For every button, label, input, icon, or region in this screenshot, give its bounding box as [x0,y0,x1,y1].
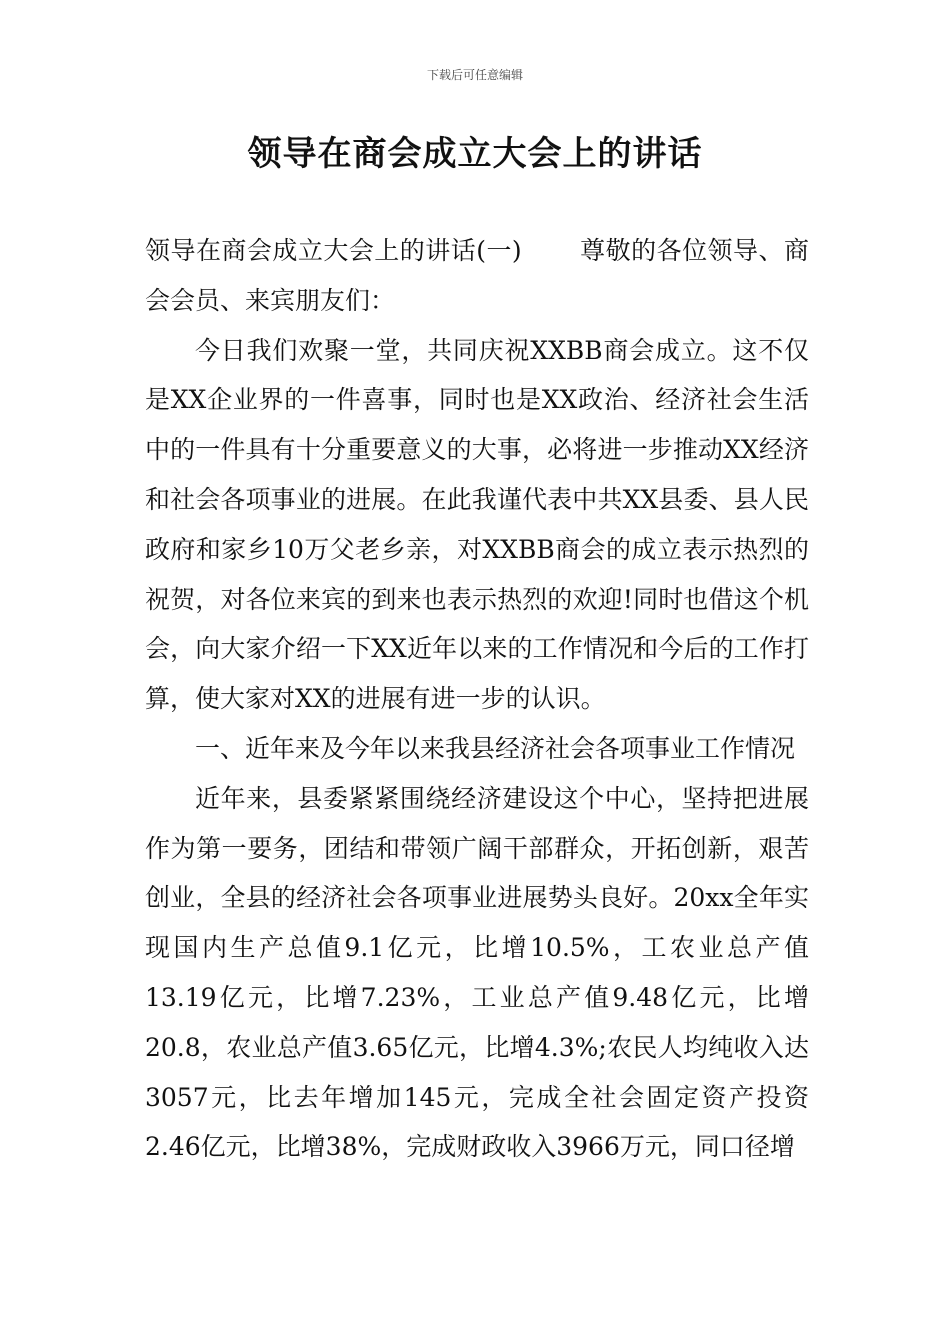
paragraph-salutation [145,226,809,326]
paragraph-opening: 今日我们欢聚一堂，共同庆祝XXBB商会成立。这不仅是XX企业界的一件喜事，同时也是XX政治、经济社会生活中的一件具有十分重要意义的大事，必将进一步推动XX经济和社会各项事业的进展。在此我谨代表中共XX县委、县人民政府和家乡10万父老乡亲，对XXBB商会的成立表示热烈的祝贺，对各位来宾的到来也表示热烈的欢迎!同时也借这个机会，向大家介绍一下XX近年以来的工作情况和今后的工作打算，使大家对XX的进展有进一步的认识。 [145,335,809,714]
document-title: 领导在商会成立大会上的讲话 [247,134,703,174]
header-note: 下载后可任意编辑 [426,68,523,82]
paragraph-economic-summary: 近年来，县委紧紧围绕经济建设这个中心，坚持把进展作为第一要务，团结和带领广阔干部群众，开拓创新，艰苦创业，全县的经济社会各项事业进展势头良好。20xx全年实现国内生产总值9.1亿元，比增10.5%，工农业总产值13.19亿元，比增7.23%，工业总产值9.48亿元，比增20.8，农业总产值3.65亿元，比增4.3%;农民人均纯收入达3057元，比去年增加145元，完成全社会固定资产投资2.46亿元，比增38%，完成财政收入3966万元，同口径增 [145,783,809,1162]
salutation-text: 尊敬的各位领导、商会会员、来宾朋友们： [145,236,809,315]
speech-subtitle: 领导在商会成立大会上的讲话(一) [145,236,522,265]
document-body [145,226,809,1172]
section-heading-1: 一、近年来及今年以来我县经济社会各项事业工作情况 [195,733,796,763]
